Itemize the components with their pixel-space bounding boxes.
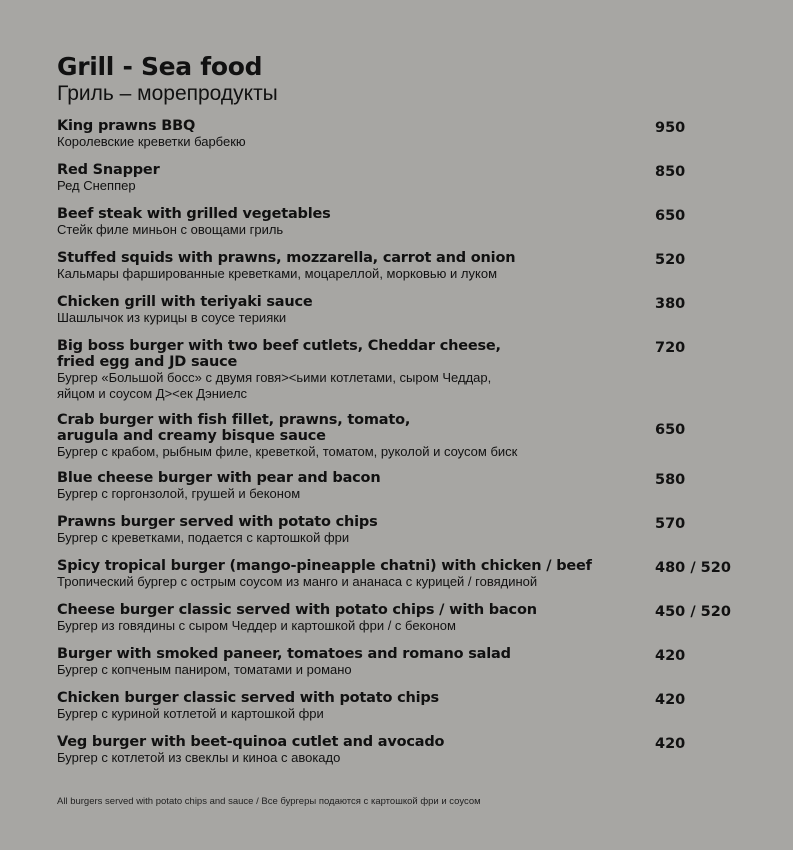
menu-item-name: Big boss burger with two beef cutlets, Cheddar cheese, fried egg and JD sauce <box>57 338 501 370</box>
menu-item-price: 380 <box>655 296 686 312</box>
menu-item-name: Stuffed squids with prawns, mozzarella, carrot and onion <box>57 250 516 266</box>
menu-item <box>57 734 757 766</box>
menu-item-price: 570 <box>655 516 686 532</box>
menu-item-name: Veg burger with beet-quinoa cutlet and avocado <box>57 734 445 750</box>
menu-item-price: 520 <box>655 252 686 268</box>
menu-item-description: Бургер «Большой босс» с двумя говя><ьими котлетами, сыром Чеддар, яйцом и соусом Д><ек Дэниелс <box>57 370 492 401</box>
menu-item-description: Бургер с котлетой из свеклы и киноа с авокадо <box>57 750 341 765</box>
menu-item-description: Шашлычок из курицы в соусе терияки <box>57 310 287 325</box>
menu-item-price: 450 / 520 <box>655 604 731 620</box>
menu-item <box>57 470 757 502</box>
menu-item-name: Burger with smoked paneer, tomatoes and romano salad <box>57 646 511 662</box>
menu-item <box>57 162 757 194</box>
menu-item <box>57 558 757 590</box>
menu-item-description: Бургер с крабом, рыбным филе, креветкой, томатом, руколой и соусом биск <box>57 444 518 459</box>
menu-item-description: Ред Снеппер <box>57 178 136 193</box>
menu-item-price: 420 <box>655 692 686 708</box>
menu-item-description: Кальмары фаршированные креветками, моцареллой, морковью и луком <box>57 266 498 281</box>
menu-item-price: 420 <box>655 648 686 664</box>
menu-item-description: Бургер из говядины с сыром Чеддер и картошкой фри / с беконом <box>57 618 456 633</box>
menu-item-description: Бургер с куриной котлетой и картошкой фри <box>57 706 324 721</box>
menu-item-description: Стейк филе миньон с овощами гриль <box>57 222 284 237</box>
menu-item <box>57 294 757 326</box>
menu-item-description: Бургер с креветками, подается с картошкой фри <box>57 530 350 545</box>
menu-item-price: 720 <box>655 340 686 356</box>
menu-item <box>57 338 757 402</box>
menu-item <box>57 602 757 634</box>
menu-item <box>57 690 757 722</box>
menu-item-name: Cheese burger classic served with potato chips / with bacon <box>57 602 537 618</box>
menu-item-description: Королевские креветки барбекю <box>57 134 246 149</box>
menu-item-price: 480 / 520 <box>655 560 731 576</box>
page-subtitle: Гриль – морепродукты <box>57 82 278 105</box>
menu-item-name: Red Snapper <box>57 162 160 178</box>
menu-item-name: Blue cheese burger with pear and bacon <box>57 470 381 486</box>
menu-item-price: 850 <box>655 164 686 180</box>
menu-item-price: 420 <box>655 736 686 752</box>
menu-item-name: Prawns burger served with potato chips <box>57 514 378 530</box>
menu-item <box>57 646 757 678</box>
menu-item-name: Spicy tropical burger (mango-pineapple chatni) with chicken / beef <box>57 558 592 574</box>
menu-item <box>57 250 757 282</box>
menu-item-name: Crab burger with fish fillet, prawns, tomato, arugula and creamy bisque sauce <box>57 412 411 444</box>
menu-item <box>57 412 757 460</box>
menu-item-description: Тропический бургер с острым соусом из манго и ананаса с курицей / говядиной <box>57 574 538 589</box>
menu-item-description: Бургер с горгонзолой, грушей и беконом <box>57 486 301 501</box>
menu-item-name: Chicken grill with teriyaki sauce <box>57 294 313 310</box>
menu-item-price: 950 <box>655 120 686 136</box>
menu-item <box>57 118 757 150</box>
menu-item <box>57 514 757 546</box>
menu-item-price: 650 <box>655 422 686 438</box>
menu-item-name: Chicken burger classic served with potato chips <box>57 690 439 706</box>
footnote: All burgers served with potato chips and sauce / Все бургеры подаются с картошкой фри и соусом <box>57 796 481 807</box>
menu-item <box>57 206 757 238</box>
page-title: Grill - Sea food <box>57 52 263 81</box>
menu-page <box>57 52 757 114</box>
menu-item-description: Бургер с копченым паниром, томатами и романо <box>57 662 352 677</box>
menu-item-name: Beef steak with grilled vegetables <box>57 206 331 222</box>
menu-item-price: 580 <box>655 472 686 488</box>
menu-item-price: 650 <box>655 208 686 224</box>
menu-item-name: King prawns BBQ <box>57 118 196 134</box>
